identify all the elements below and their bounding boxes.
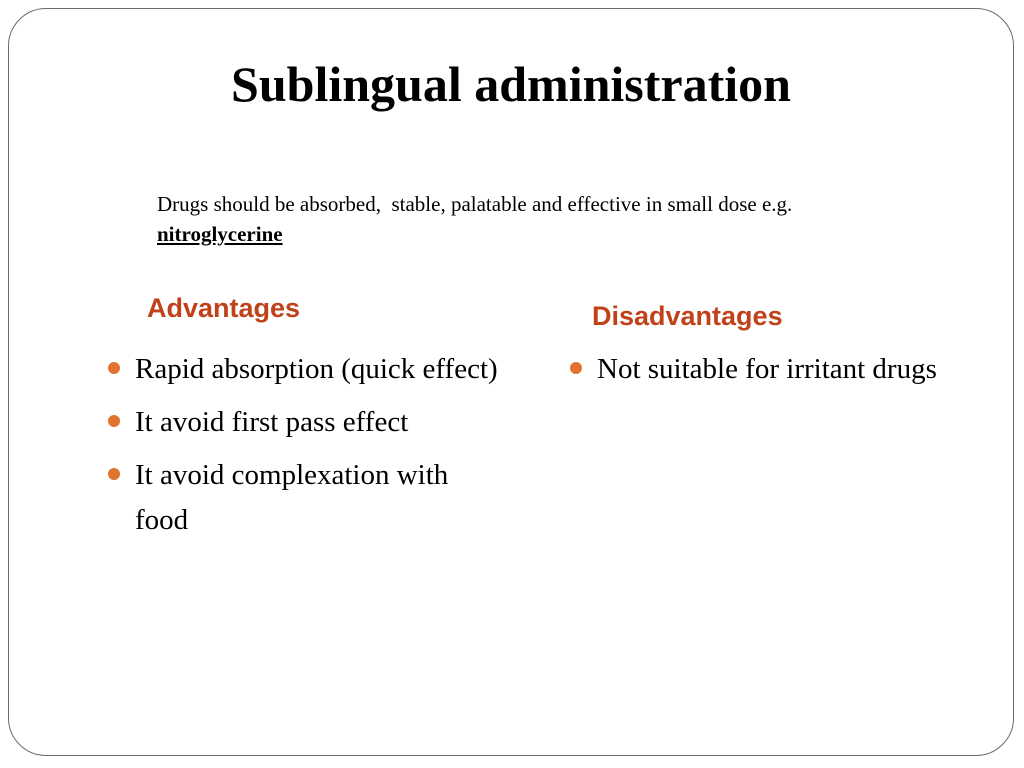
advantage-text: It avoid first pass effect (135, 406, 409, 438)
disadvantage-text: Not suitable for irritant drugs (597, 353, 937, 385)
intro-paragraph (157, 189, 957, 249)
bullet-dot-icon (108, 362, 120, 374)
disadvantages-heading: Disadvantages (592, 301, 783, 331)
intro-example: nitroglycerine (157, 222, 283, 246)
advantages-list (107, 347, 507, 551)
disadvantages-list (569, 347, 949, 400)
advantage-text: It avoid complexation with food (135, 459, 449, 536)
intro-text: Drugs should be absorbed, stable, palatable and effective in small dose e.g. (157, 192, 793, 216)
list-item (107, 453, 507, 543)
advantage-text: Rapid absorption (quick effect) (135, 353, 498, 385)
list-item (569, 347, 949, 392)
advantages-heading: Advantages (147, 293, 301, 323)
bullet-dot-icon (570, 362, 582, 374)
bullet-dot-icon (108, 468, 120, 480)
slide-frame (8, 8, 1014, 756)
bullet-dot-icon (108, 415, 120, 427)
list-item (107, 347, 507, 392)
slide-title: Sublingual administration (231, 56, 791, 112)
list-item (107, 400, 507, 445)
